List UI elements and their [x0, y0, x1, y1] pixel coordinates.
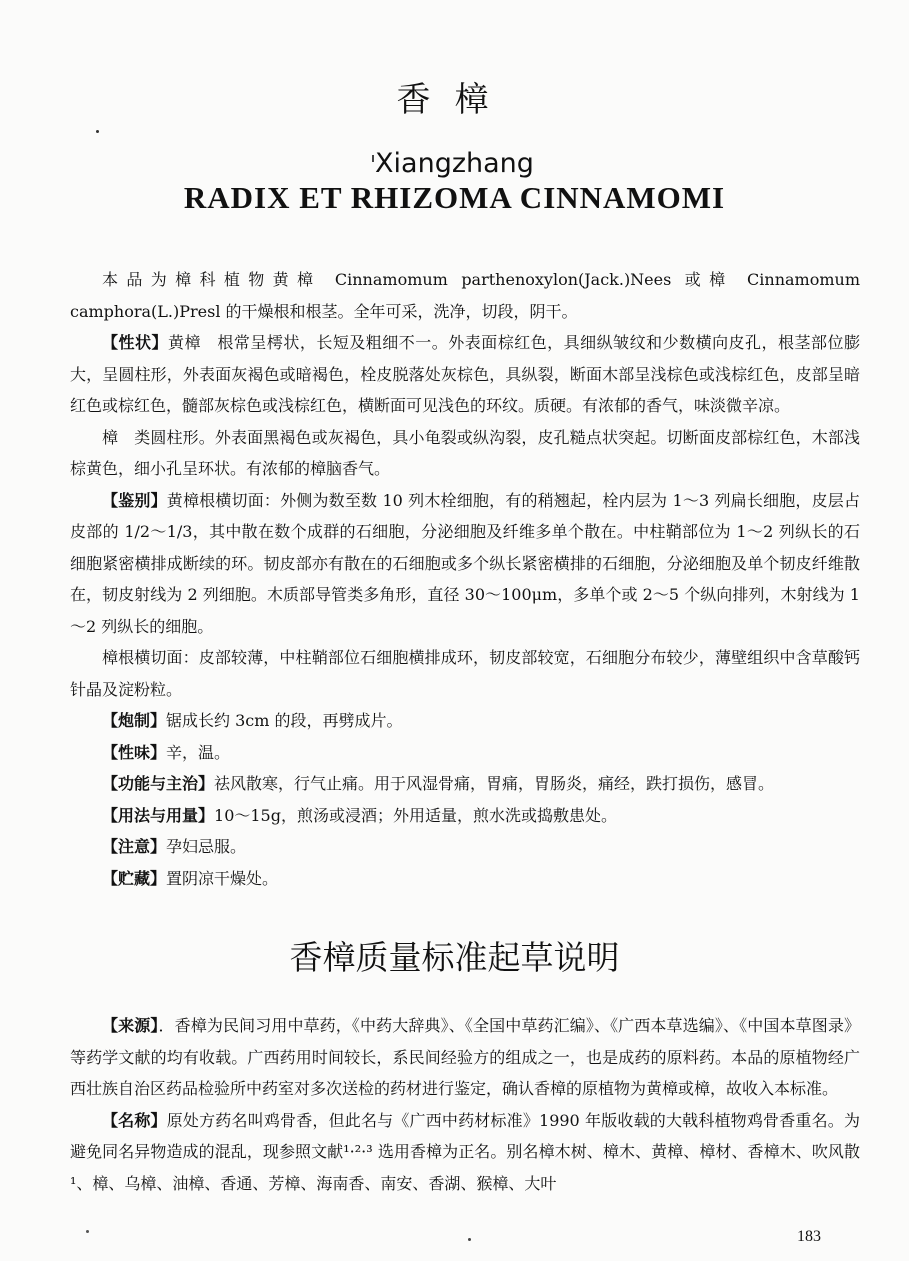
page-number: 183	[797, 1228, 821, 1245]
section-heading: 香樟质量标准起草说明	[289, 938, 620, 977]
paragraph-usage: 【用法与用量】10～15g，煎汤或浸酒；外用适量，煎水洗或捣敷患处。	[102, 805, 617, 825]
section-label: 【功能与主治】	[102, 774, 215, 793]
section-label: 【性状】	[102, 333, 168, 352]
stray-mark	[96, 130, 99, 133]
pinyin-title: Xiangzhang	[375, 148, 534, 179]
section-label: 【炮制】	[102, 711, 167, 730]
section-label: 【注意】	[102, 837, 167, 856]
paragraph-origin: 【来源】．香樟为民间习用中草药，《中药大辞典》、《全国中草药汇编》、《广西本草选编》、《中国本草图录》等药学文献的均有收载。广西药用时间较长，系民间经验方的组成之一，也是成药的原料药。本品的原植物经广西壮族自治区药品检验所中药室对多次送检的药材进行鉴定，确认香樟的原植物为黄樟或樟，故收入本标准。	[70, 1016, 860, 1098]
section-label: 【名称】	[102, 1110, 167, 1130]
section-label: 【来源】	[102, 1016, 159, 1035]
paragraph-property-flavor: 【性味】辛，温。	[102, 742, 231, 762]
stray-mark	[86, 1230, 89, 1233]
section-label: 【性味】	[102, 742, 167, 762]
paragraph-function: 【功能与主治】祛风散寒，行气止痛。用于风湿骨痛，胃痛，胃肠炎，痛经，跌打损伤，感冒。	[102, 774, 775, 793]
monograph-body	[70, 264, 860, 894]
paragraph-caution: 【注意】孕妇忌服。	[102, 837, 247, 856]
paragraph-storage: 【贮藏】置阴凉干燥处。	[102, 868, 279, 888]
paragraph-name: 【名称】原处方药名叫鸡骨香，但此名与《广西中药材标准》1990 年版收载的大戟科植物鸡骨香重名。为避免同名异物造成的混乱，现参照文献¹·²·³ 选用香樟为正名。别名樟木树、樟木、黄樟、樟材、香樟木、吹风散¹、樟、乌樟、油樟、香通、芳樟、海南香、南安、香湖、猴樟、大叶	[70, 1110, 860, 1193]
paragraph-identification: 【鉴别】黄樟根横切面：外侧为数至数 10 列木栓细胞，有的稍翘起，栓内层为 1～3 列扁长细胞，皮层占皮部的 1/2～1/3，其中散在数个成群的石细胞，分泌细胞及纤维多单个散在。中柱鞘部位为 1～2 列纵长的石细胞紧密横排成断续的环。韧皮部亦有散在的石细胞或多个纵长紧密横排的石细胞，分泌细胞及单个韧皮纤维散在，韧皮射线为 2 列细胞。木质部导管类多角形，直径 30～100μm，多单个或 2～5 个纵向排列，木射线为 1～2 列纵长的细胞。	[70, 490, 860, 636]
section-label: 【贮藏】	[102, 868, 167, 888]
page-title: 香樟	[396, 80, 513, 120]
explanation-body	[70, 1010, 860, 1199]
paragraph-identification-zhang: 樟根横切面：皮部较薄，中柱鞘部位石细胞横排成环，韧皮部较宽，石细胞分布较少，薄壁组织中含草酸钙针晶及淀粉粒。	[70, 648, 860, 699]
stray-mark	[468, 1238, 471, 1241]
latin-title: RADIX ET RHIZOMA CINNAMOMI	[183, 180, 726, 215]
paragraph-processing: 【炮制】锯成长约 3cm 的段，再劈成片。	[102, 711, 403, 730]
paragraph-characteristics-zhang: 樟 类圆柱形。外表面黑褐色或灰褐色，具小龟裂或纵沟裂，皮孔糙点状突起。切断面皮部棕红色，木部浅棕黄色，细小孔呈环状。有浓郁的樟脑香气。	[70, 427, 860, 478]
paragraph-source: 本品为樟科植物黄樟 Cinnamomum parthenoxylon(Jack.)Nees 或樟 Cinnamomum camphora(L.)Presl 的干燥根和根茎。全年可采，洗净，切段，阴干。	[70, 270, 860, 321]
paragraph-characteristics: 【性状】黄樟 根常呈樗状，长短及粗细不一。外表面棕红色，具细纵皱纹和少数横向皮孔，根茎部位膨大，呈圆柱形，外表面灰褐色或暗褐色，栓皮脱落处灰棕色，具纵裂，断面木部呈浅棕色或浅棕红色，皮部呈暗红色或棕红色，髓部灰棕色或浅棕红色，横断面可见浅色的环纹。质硬。有浓郁的香气，味淡微辛凉。	[70, 333, 860, 415]
section-label: 【用法与用量】	[102, 805, 215, 825]
section-label: 【鉴别】	[102, 490, 167, 510]
